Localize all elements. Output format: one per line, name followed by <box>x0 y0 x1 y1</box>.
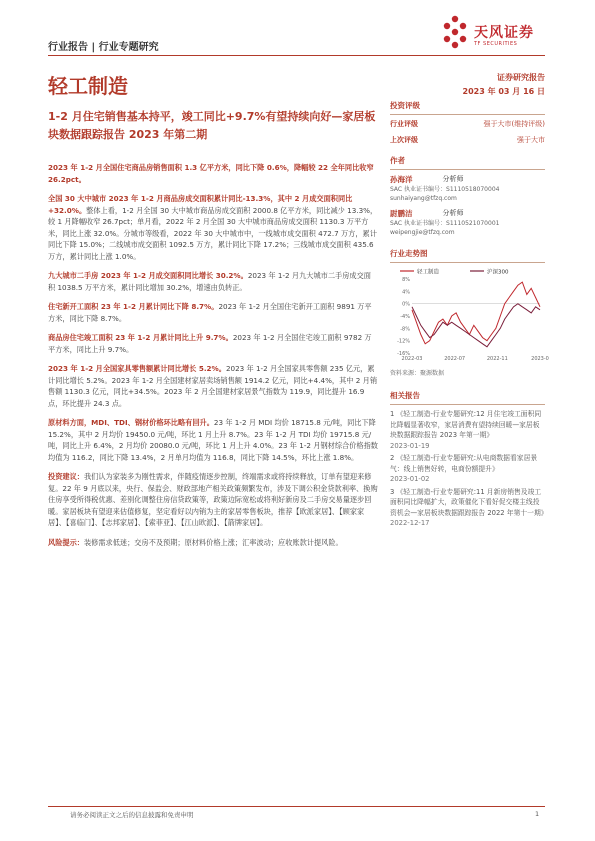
x-tick-label: 2023-0 <box>531 356 549 362</box>
body-paragraph <box>48 162 378 185</box>
body-paragraph <box>48 301 378 324</box>
prev-rating-row <box>390 135 545 145</box>
header-divider <box>48 55 545 56</box>
divider <box>390 262 545 263</box>
divider <box>390 114 545 115</box>
author-title: 作者 <box>390 156 405 165</box>
footer-disclaimer: 请务必阅读正文之后的信息披露和免责申明 <box>70 811 194 819</box>
y-tick-label: 4% <box>402 289 410 296</box>
related-report-link[interactable] <box>390 409 545 451</box>
chart-title: 行业走势图 <box>390 249 428 258</box>
paragraph-text: 整体上看，1-2 月全国 30 大中城市商品房成交面积 2000.8 亿平方米，同比减少 13.3%，较 1 月降幅收窄 26.7pct；单月看，2022 年 2 月全国 30 大中城市商品房成交面积 1130.3 万平方米，同比上涨 32.0%。分城市等级看，2022 年 30 大中城市中，一线城市成交面积 472.7 万方，累计同比下降 15.0%；二线城市成交面积 1092.5 万方，累计同比下降 17.2%；三线城市成交面积 435.6 万方，累计同比上涨 1.0%。 <box>48 205 378 261</box>
paragraph-text: 2023 年 1-2 月全国住宅新开工面积 9891 万平方米，同比下降 8.7%。 <box>48 302 372 323</box>
trend-chart <box>390 265 549 365</box>
paragraph-text: 23 年 1-2 月 MDI 均价 18715.8 元/吨，同比下降 15.2%，其中 2 月均价 19450.0 元/吨，环比 1 月上升 8.7%。23 年 1-2 月 TDI 均价 19715.8 元/吨，同比上升 6.4%，2 月均价 20080.0 元/吨，环比 1 月上升 4.0%。23 年 1-2 月钢材综合价格指数均值为 116.2，同比下降 13.4%，2 月单月均值为 116.8，同比下降 14.5%，环比上涨 1.8%。 <box>48 418 378 462</box>
y-tick-label: 8% <box>402 277 410 283</box>
prev-rating-label: 上次评级 <box>390 136 418 144</box>
rating-value: 强于大市(维持评级) <box>483 120 545 128</box>
series-line <box>412 282 540 344</box>
related-report-title: 3 《轻工制造-行业专题研究:11 月新房销售及竣工面积同比降幅扩大，政策催化下看好促交楼主线投资机会—家居板块数据跟踪报告 2022 年第十一期》 <box>390 487 548 517</box>
prev-rating-value: 强于大市 <box>517 136 545 144</box>
related-report-date: 2023-01-19 <box>390 441 430 450</box>
page-number: 1 <box>535 810 540 818</box>
legend-label: 轻工制造 <box>417 269 440 276</box>
paragraph-text: 2023 年 1-2 月全国家具零售额 235 亿元，累计同比增长 5.2%。2023 年 1-2 月全国建材家居卖场销售额 1914.2 亿元，同比+4.4%，其中 2 月销售额 1130.3 亿元，同比+34.5%。2023 年 2 月全国建材家居景气指数为 119.9，同比提升 16.9 点，环比提升 24.3 点。 <box>48 364 378 408</box>
paragraph-lead: 原材料方面，MDI、TDI、钢材价格环比略有回升。 <box>48 418 214 427</box>
analyst-2 <box>390 208 545 237</box>
related-reports-section <box>390 390 548 531</box>
y-tick-label: -12% <box>397 338 410 345</box>
paragraph-lead: 九大城市二手房 2023 年 1-2 月成交面积同比增长 30.2%。 <box>48 271 248 280</box>
analyst-role: 分析师 <box>442 175 464 183</box>
y-tick-label: -8% <box>400 326 410 333</box>
analyst-email[interactable]: weipengjie@tfzq.com <box>390 229 455 236</box>
related-title: 相关报告 <box>390 391 420 400</box>
y-tick-label: 0% <box>402 301 410 308</box>
report-headline: 1-2 月住宅销售基本持平，竣工同比+9.7%有望持续向好—家居板块数据跟踪报告 2023 年第二期 <box>48 110 376 141</box>
y-tick-label: -16% <box>397 351 410 357</box>
paragraph-lead: 投资建议： <box>48 472 84 481</box>
body-paragraph <box>48 193 378 262</box>
analyst-name: 孙海洋 <box>390 175 413 184</box>
paragraph-lead: 商品房住宅竣工面积 23 年 1-2 月累计同比上升 9.7%。 <box>48 333 233 342</box>
logo-mark-icon <box>440 14 470 50</box>
related-report-title: 1 《轻工制造-行业专题研究:12 月住宅竣工面积同比降幅显著收窄，家居消费有望持续回暖—家居板块数据跟踪报告 2023 年第一期》 <box>390 410 542 439</box>
paragraph-text: 我们认为家装多为刚性需求，伴随疫情逐步控制，终端需求或将持续释放，订单有望迎来修复。22 年 9 月底以来，央行、保监会、财政部地产相关政策频繁发布，涉及下调公积金贷款利率、换购住房享受所得税优惠、差别化调整住房信贷政策等，政策边际宽松或将利好新房及二手房交易量逐步回暖。家居板块有望迎来估值修复，坚定看好以内销为主的家居零售板块，推荐【欧派家居】、【顾家家居】、【喜临门】、【志邦家居】、【索菲亚】、【江山欧派】、【箭牌家居】。 <box>48 472 378 527</box>
body-paragraph <box>48 363 378 409</box>
analyst-1 <box>390 174 545 203</box>
paragraph-text: 装修需求低迷；交房不及预期；原材料价格上涨；汇率波动；应收账款计提风险。 <box>83 537 343 547</box>
y-tick-label: -4% <box>400 314 410 320</box>
related-report-date: 2022-12-17 <box>390 519 430 527</box>
paragraph-text: 2023 年 1-2 月九大城市二手房成交面积 1038.5 万平方米，累计同比增加 30.2%，增速由负转正。 <box>48 271 371 292</box>
body-paragraph <box>48 417 378 463</box>
paragraph-lead: 2023 年 1-2 月全国家具零售额累计同比增长 5.2%。 <box>48 364 226 373</box>
paragraph-text: 2023 年 1-2 月全国住宅竣工面积 9782 万平方米，同比上升 9.7%。 <box>48 333 372 354</box>
report-body <box>48 162 378 556</box>
divider <box>390 169 545 170</box>
report-category: 行业报告 | 行业专题研究 <box>48 42 159 53</box>
rating-row <box>390 119 545 129</box>
body-paragraph <box>48 332 378 355</box>
footer-divider <box>48 806 545 807</box>
related-report-title: 2 《轻工制造-行业专题研究:从电商数据看家居景气：线上销售好转，电商份额提升》 <box>390 454 538 473</box>
paragraph-lead: 2023 年 1-2 月全国住宅商品房销售面积 1.3 亿平方米，同比下降 0.6%，降幅较 22 全年同比收窄 26.2pct。 <box>48 163 374 184</box>
logo-subtitle: TF SECURITIES <box>474 41 518 47</box>
x-tick-label: 2022-03 <box>401 356 423 362</box>
analyst-cert: SAC 执业证书编号：S1110518070004 <box>390 186 500 193</box>
analyst-email[interactable]: sunhaiyang@tfzq.com <box>390 195 457 202</box>
x-tick-label: 2022-07 <box>444 356 466 362</box>
logo-name: 天风证券 <box>474 25 534 41</box>
analyst-role: 分析师 <box>442 209 464 217</box>
rating-label: 行业评级 <box>390 120 418 128</box>
x-tick-label: 2022-11 <box>486 356 508 362</box>
sector-title: 轻工制造 <box>48 74 128 98</box>
paragraph-lead: 风险提示： <box>48 537 84 547</box>
paragraph-lead: 全国 30 大中城市 2023 年 1-2 月商品房成交面积累计同比-13.3%，其中 2 月成交面积同比+32.0%。 <box>48 194 353 215</box>
company-logo <box>440 14 550 54</box>
rating-title: 投资评级 <box>390 101 420 110</box>
related-report-date: 2023-01-02 <box>390 475 430 483</box>
analyst-name: 尉鹏洁 <box>390 209 413 218</box>
chart-source: 资料来源：聚源数据 <box>390 370 445 377</box>
report-type: 证券研究报告 <box>497 73 545 82</box>
author-section <box>390 155 545 237</box>
trend-chart-section <box>390 248 549 378</box>
series-line <box>412 304 540 347</box>
related-report-link[interactable] <box>390 453 545 485</box>
paragraph-lead: 住宅新开工面积 23 年 1-2 月累计同比下降 8.7%。 <box>48 302 219 311</box>
body-paragraph <box>48 471 378 529</box>
rating-section <box>390 100 545 145</box>
analyst-cert: SAC 执业证书编号：S1110521070001 <box>390 220 500 227</box>
divider <box>390 404 545 405</box>
report-date: 2023 年 03 月 16 日 <box>462 87 545 96</box>
body-paragraph <box>48 270 378 293</box>
related-report-link[interactable] <box>390 487 548 529</box>
body-paragraph <box>48 537 378 549</box>
legend-label: 沪深300 <box>487 269 509 276</box>
